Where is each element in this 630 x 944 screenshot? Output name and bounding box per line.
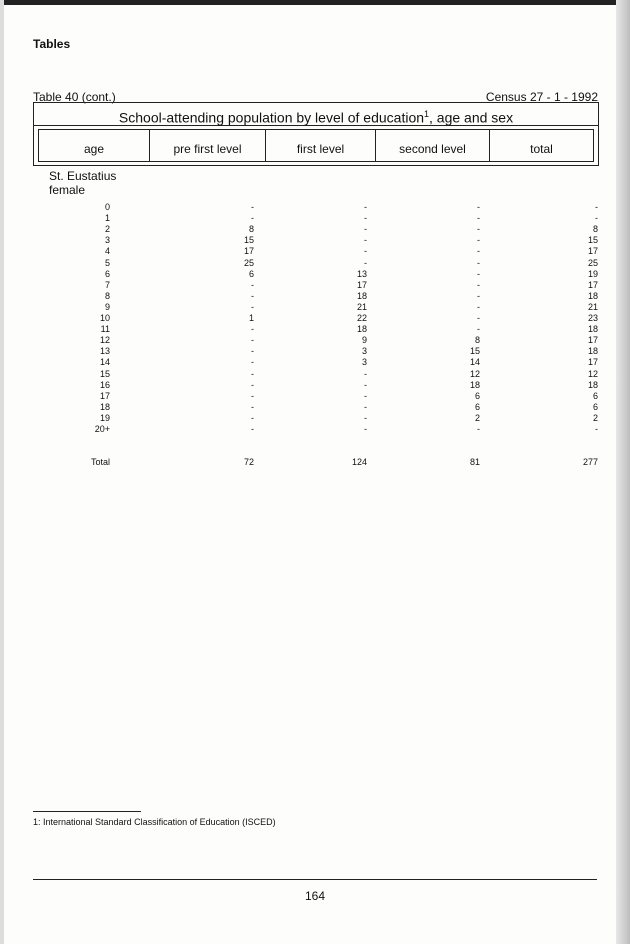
cell-first-level: 124 <box>351 457 367 467</box>
cell-age: 1 <box>104 213 110 224</box>
cell-age: 13 <box>99 346 110 357</box>
cell-age: Total <box>90 457 110 467</box>
cell-total: 17 <box>587 357 598 368</box>
table-row <box>0 357 630 368</box>
cell-pre-first-level: - <box>251 301 254 312</box>
cell-second-level: 8 <box>474 335 480 346</box>
cell-total: 2 <box>592 412 598 423</box>
cell-age: 15 <box>99 368 110 379</box>
cell-age: 20+ <box>94 424 110 434</box>
cell-first-level: - <box>364 379 367 390</box>
cell-first-level: - <box>364 390 367 401</box>
cell-second-level: 15 <box>469 346 480 357</box>
cell-total: - <box>595 424 598 434</box>
cell-first-level: 3 <box>361 346 367 357</box>
cell-age: 11 <box>100 324 110 335</box>
table-row <box>0 224 630 235</box>
col-header-age: age <box>39 130 150 161</box>
cell-second-level: - <box>477 290 480 301</box>
cell-total: 18 <box>587 346 598 357</box>
table-row <box>0 291 630 302</box>
cell-second-level: 12 <box>469 368 480 379</box>
table-title <box>34 103 598 126</box>
cell-pre-first-level: - <box>251 390 254 401</box>
table-row <box>0 424 630 435</box>
cell-second-level: 6 <box>474 401 480 412</box>
col-header-pre-first: pre first level <box>150 130 266 161</box>
cell-age: 3 <box>104 235 110 246</box>
table-title-suffix: , age and sex <box>429 109 514 126</box>
cell-pre-first-level: 72 <box>243 457 254 467</box>
table-number: Table 40 (cont.) <box>33 90 116 104</box>
cell-first-level: 9 <box>361 335 367 346</box>
cell-first-level: 22 <box>356 313 367 323</box>
table-header-box <box>33 102 599 166</box>
cell-second-level: - <box>477 202 480 212</box>
cell-pre-first-level: - <box>251 368 254 379</box>
cell-first-level: 13 <box>356 268 367 279</box>
table-row <box>0 369 630 380</box>
col-header-first: first level <box>266 130 376 161</box>
cell-pre-first-level: 6 <box>248 268 254 279</box>
total-row <box>0 457 630 468</box>
cell-age: 16 <box>99 379 110 390</box>
table-row <box>0 258 630 269</box>
cell-pre-first-level: - <box>251 335 254 346</box>
cell-total: 12 <box>587 368 598 379</box>
cell-age: 14 <box>99 357 110 368</box>
running-header: Tables <box>33 37 71 51</box>
cell-age: 0 <box>104 202 110 212</box>
cell-second-level: - <box>477 424 480 434</box>
cell-second-level: - <box>477 301 480 312</box>
cell-second-level: - <box>477 213 480 224</box>
cell-first-level: - <box>364 368 367 379</box>
table-row <box>0 335 630 346</box>
section-place: St. Eustatius <box>49 169 117 183</box>
cell-total: 6 <box>592 390 598 401</box>
cell-second-level: - <box>477 224 480 235</box>
cell-total: 21 <box>587 301 598 312</box>
table-row <box>0 269 630 280</box>
table-row <box>0 402 630 413</box>
cell-pre-first-level: - <box>251 213 254 224</box>
cell-second-level: 81 <box>469 457 480 467</box>
cell-total: 23 <box>587 313 598 323</box>
cell-age: 8 <box>104 290 110 301</box>
cell-total: - <box>595 202 598 212</box>
cell-second-level: 6 <box>474 390 480 401</box>
cell-first-level: - <box>364 202 367 212</box>
cell-first-level: - <box>364 246 367 257</box>
cell-second-level: 18 <box>469 379 480 390</box>
cell-second-level: - <box>477 279 480 290</box>
cell-pre-first-level: - <box>251 346 254 357</box>
cell-total: - <box>595 213 598 224</box>
cell-second-level: 14 <box>469 357 480 368</box>
table-row <box>0 302 630 313</box>
footnote: 1: International Standard Classification of Education (ISCED) <box>33 817 276 827</box>
cell-pre-first-level: 17 <box>243 246 254 257</box>
section-sex: female <box>49 183 86 197</box>
bottom-rule <box>33 879 597 880</box>
table-row <box>0 213 630 224</box>
cell-pre-first-level: - <box>251 412 254 423</box>
table-row <box>0 246 630 257</box>
cell-second-level: - <box>477 246 480 257</box>
cell-total: 277 <box>582 457 598 467</box>
cell-age: 6 <box>104 268 110 279</box>
cell-total: 15 <box>587 235 598 246</box>
cell-first-level: - <box>364 213 367 224</box>
col-header-total: total <box>530 142 553 156</box>
cell-first-level: - <box>364 401 367 412</box>
page-right-edge <box>616 0 630 944</box>
cell-age: 7 <box>104 279 110 290</box>
cell-first-level: - <box>364 257 367 268</box>
table-row <box>0 324 630 335</box>
cell-age: 17 <box>99 390 110 401</box>
cell-pre-first-level: 1 <box>248 313 254 323</box>
cell-pre-first-level: 15 <box>243 235 254 246</box>
cell-total: 17 <box>587 335 598 346</box>
cell-total: 17 <box>587 246 598 257</box>
cell-first-level: 3 <box>361 357 367 368</box>
cell-total: 17 <box>587 279 598 290</box>
cell-first-level: 17 <box>356 279 367 290</box>
cell-total: 18 <box>587 379 598 390</box>
cell-pre-first-level: - <box>251 290 254 301</box>
cell-first-level: - <box>364 235 367 246</box>
table-title-text: School-attending population by level of education <box>118 109 425 126</box>
cell-first-level: 21 <box>356 301 367 312</box>
table-row <box>0 280 630 291</box>
cell-second-level: - <box>477 268 480 279</box>
cell-total: 18 <box>587 324 598 335</box>
census-date: Census 27 - 1 - 1992 <box>485 90 598 104</box>
footnote-divider <box>33 811 141 812</box>
page-top-edge <box>0 0 630 5</box>
section-label <box>49 169 116 197</box>
cell-first-level: 18 <box>356 290 367 301</box>
cell-first-level: - <box>364 224 367 235</box>
cell-age: 12 <box>99 335 110 346</box>
cell-total: 8 <box>592 224 598 235</box>
table-row <box>0 346 630 357</box>
cell-total: 18 <box>587 290 598 301</box>
cell-second-level: 2 <box>474 412 480 423</box>
cell-pre-first-level: 8 <box>248 224 254 235</box>
cell-total: 25 <box>587 257 598 268</box>
table-row <box>0 413 630 424</box>
cell-total: 19 <box>587 268 598 279</box>
cell-pre-first-level: 25 <box>243 257 254 268</box>
cell-total: 6 <box>592 401 598 412</box>
cell-second-level: - <box>477 235 480 246</box>
table-row <box>0 380 630 391</box>
page-number: 164 <box>304 889 326 903</box>
cell-pre-first-level: - <box>251 279 254 290</box>
cell-age: 10 <box>99 313 110 323</box>
page-left-edge <box>0 0 4 944</box>
cell-pre-first-level: - <box>251 202 254 212</box>
footnote-ref: 1 <box>424 109 430 119</box>
cell-first-level: - <box>364 412 367 423</box>
table-row <box>0 391 630 402</box>
cell-first-level: - <box>364 424 367 434</box>
cell-age: 5 <box>104 257 110 268</box>
cell-pre-first-level: - <box>251 424 254 434</box>
column-headers <box>38 129 594 162</box>
cell-pre-first-level: - <box>251 401 254 412</box>
cell-age: 9 <box>104 301 110 312</box>
cell-age: 2 <box>104 224 110 235</box>
cell-second-level: - <box>477 324 480 335</box>
cell-first-level: 18 <box>356 324 367 335</box>
table-row <box>0 313 630 324</box>
col-header-second: second level <box>376 130 490 161</box>
cell-age: 18 <box>99 401 110 412</box>
table-row <box>0 235 630 246</box>
cell-age: 19 <box>99 412 110 423</box>
cell-pre-first-level: - <box>251 379 254 390</box>
cell-pre-first-level: - <box>251 324 254 335</box>
cell-second-level: - <box>477 313 480 323</box>
cell-age: 4 <box>104 246 110 257</box>
cell-pre-first-level: - <box>251 357 254 368</box>
table-row <box>0 202 630 213</box>
cell-second-level: - <box>477 257 480 268</box>
